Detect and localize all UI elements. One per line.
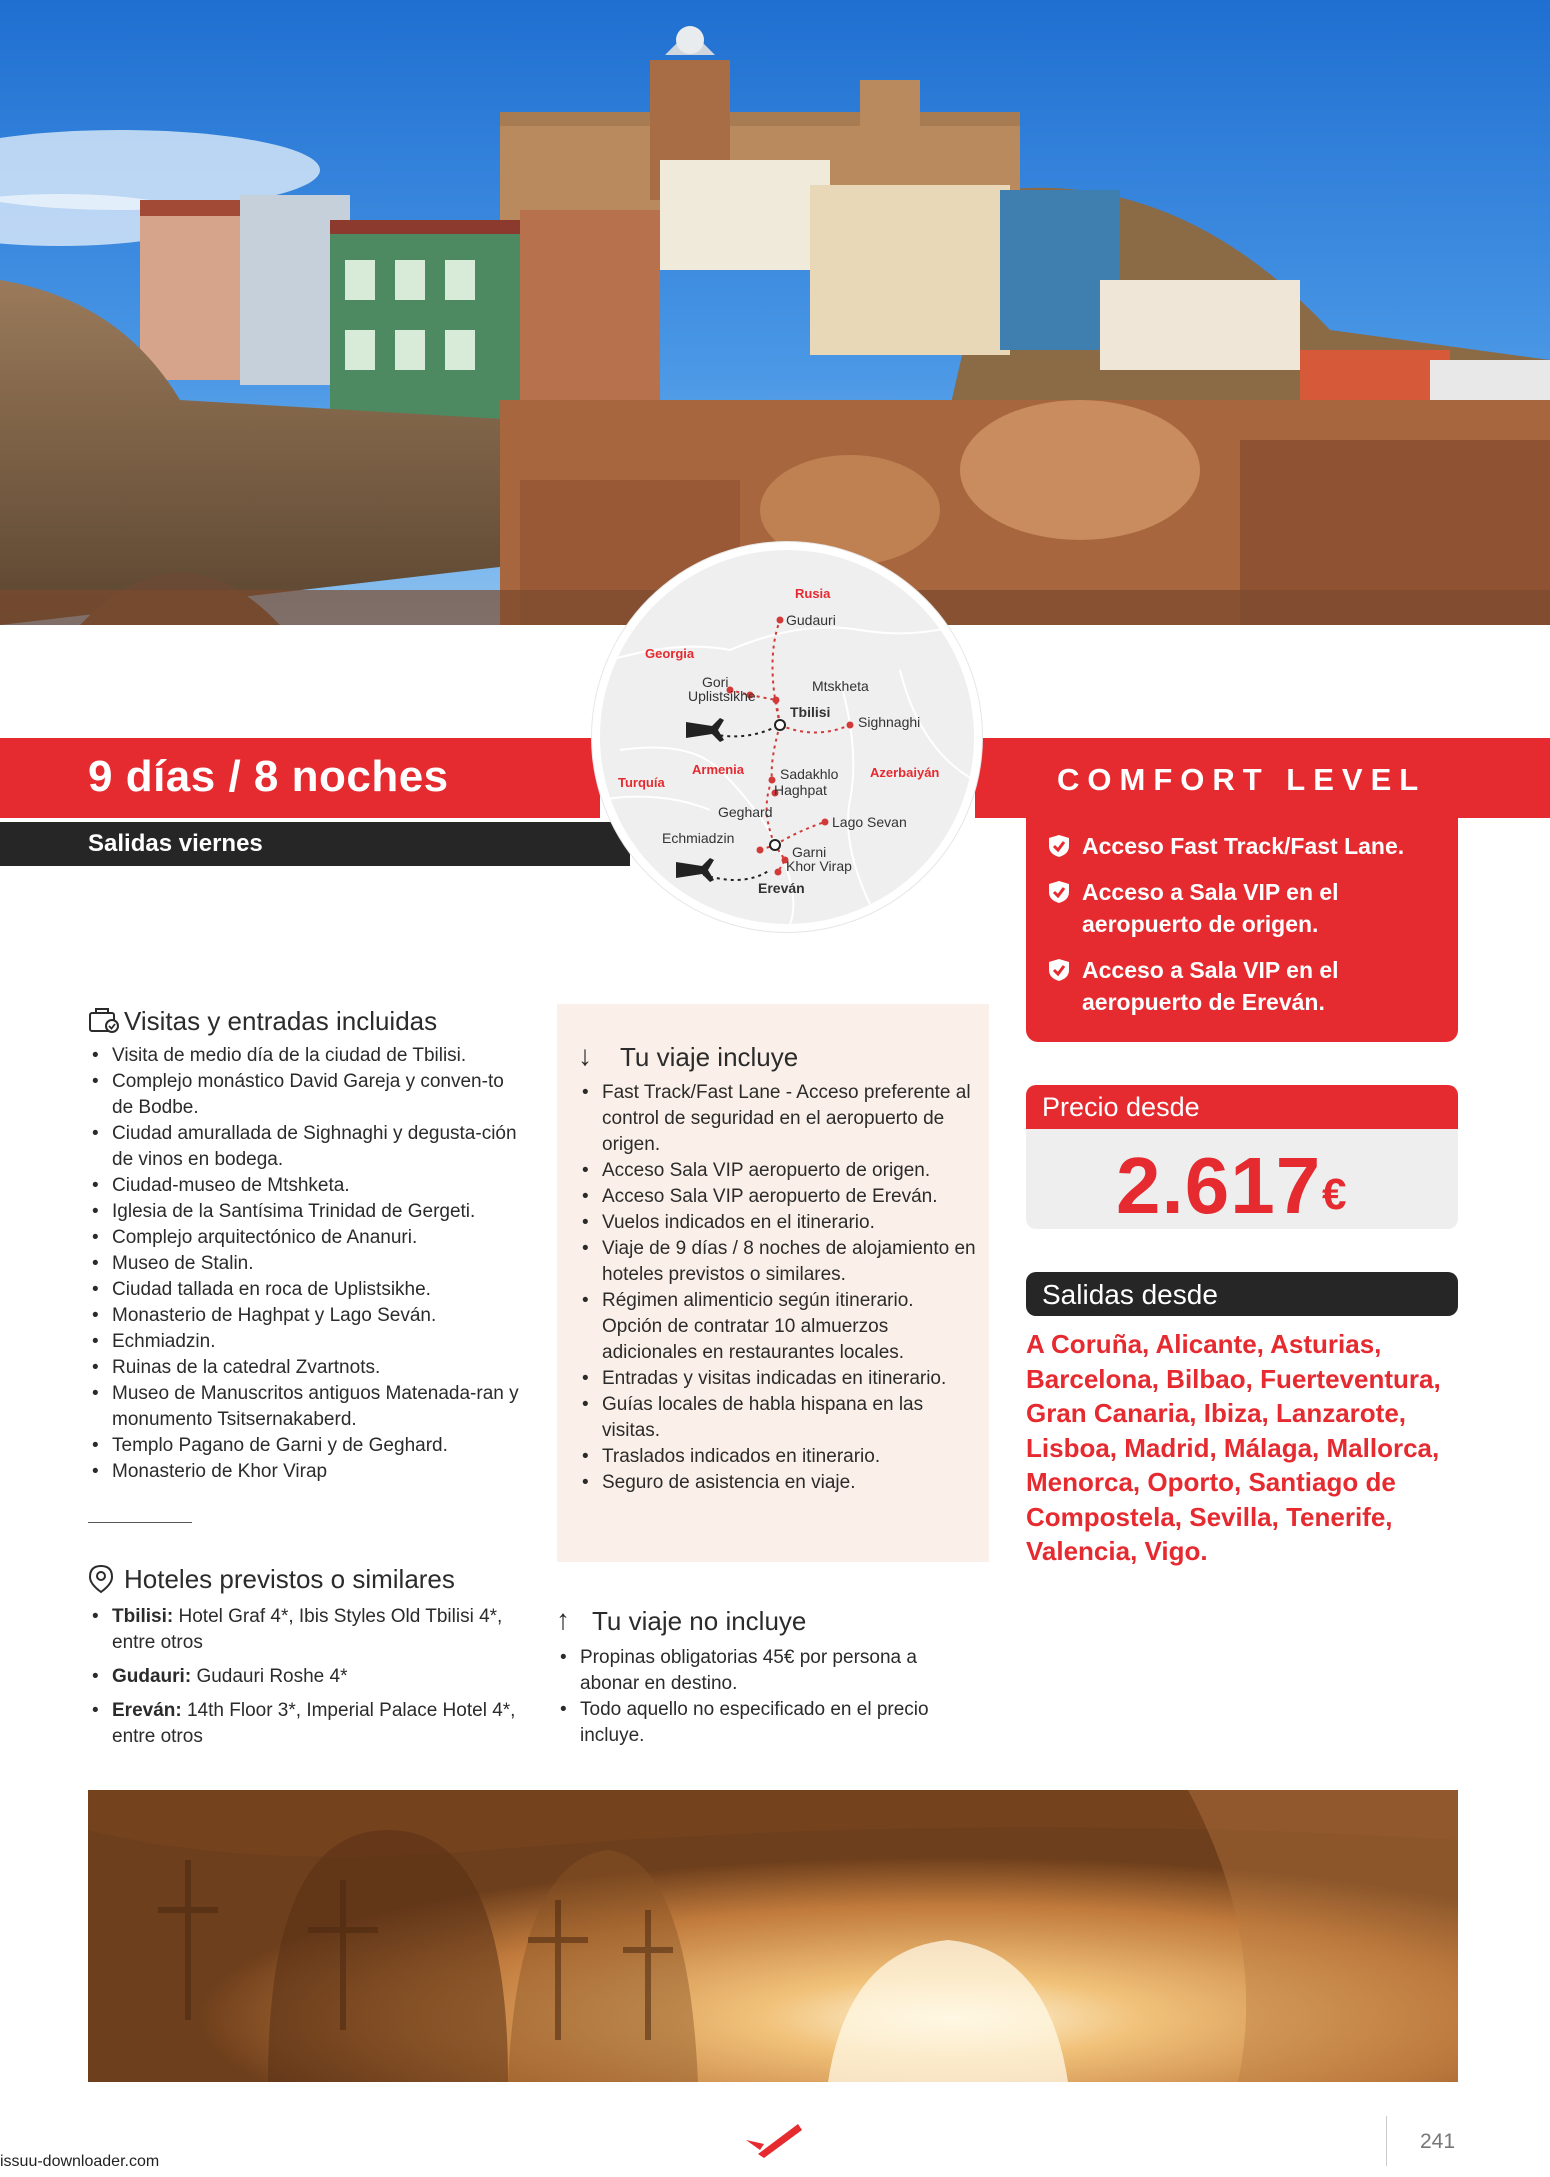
list-item: • Guías locales de habla hispana en las visitas. xyxy=(578,1392,978,1444)
list-item: • Entradas y visitas indicadas en itinerario. xyxy=(578,1366,978,1392)
hotel-city: Tbilisi: xyxy=(112,1606,174,1627)
map-city-lago-sevan: Lago Sevan xyxy=(832,814,907,830)
map-city-echmiadzin: Echmiadzin xyxy=(662,830,735,846)
map-city-geghard: Geghard xyxy=(718,804,773,820)
map-city-sighnaghi: Sighnaghi xyxy=(858,714,921,730)
visitas-list xyxy=(88,1043,528,1485)
map-city-mtskheta: Mtskheta xyxy=(812,678,869,694)
list-item: • Viaje de 9 días / 8 noches de alojamiento en hoteles previstos o similares. xyxy=(578,1236,978,1288)
map-city-gori: Gori xyxy=(702,674,729,690)
list-item: • Echmiadzin. xyxy=(88,1329,528,1355)
map-city-garni: Garni xyxy=(792,844,827,860)
shield-check-icon xyxy=(1048,958,1070,982)
map-city-haghpat: Haghpat xyxy=(774,782,827,798)
ticket-icon xyxy=(88,1006,120,1034)
list-item: • Iglesia de la Santísima Trinidad de Gergeti. xyxy=(88,1199,528,1225)
comfort-item: Acceso a Sala VIP en el aeropuerto de Ereván. xyxy=(1048,954,1448,1018)
arrow-down-icon: ↓ xyxy=(578,1040,592,1071)
price-value: 2.617 xyxy=(1116,1141,1322,1230)
list-item xyxy=(88,1604,528,1656)
salidas-label: Salidas desde xyxy=(1042,1279,1218,1310)
list-item: • Visita de medio día de la ciudad de Tbilisi. xyxy=(88,1043,528,1069)
list-item xyxy=(88,1664,528,1690)
list-item: • Acceso Sala VIP aeropuerto de Ereván. xyxy=(578,1184,978,1210)
incluye-title: Tu viaje incluye xyxy=(620,1042,799,1072)
map-city-tbilisi: Tbilisi xyxy=(790,704,831,720)
list-item: • Ciudad amurallada de Sighnaghi y degusta-ción de vinos en bodega. xyxy=(88,1121,528,1173)
arrow-up-icon: ↑ xyxy=(556,1604,570,1635)
shield-check-icon xyxy=(1048,834,1070,858)
list-item: • Complejo arquitectónico de Ananuri. xyxy=(88,1225,528,1251)
location-pin-icon xyxy=(88,1564,114,1594)
no-incluye-title: Tu viaje no incluye xyxy=(592,1606,807,1636)
map-city-uplistsikhe: Uplistsikhe xyxy=(688,688,756,704)
list-item: • Propinas obligatorias 45€ por persona a abonar en destino. xyxy=(556,1645,976,1697)
shield-check-icon xyxy=(1048,880,1070,904)
route-map xyxy=(592,542,982,932)
map-city-erevan: Ereván xyxy=(758,880,805,896)
list-item: • Vuelos indicados en el itinerario. xyxy=(578,1210,978,1236)
comfort-title: COMFORT LEVEL xyxy=(1057,762,1427,797)
section-divider xyxy=(88,1522,192,1523)
visitas-title: Visitas y entradas incluidas xyxy=(124,1006,438,1036)
map-city-khor-virap: Khor Virap xyxy=(786,858,852,874)
bottom-photo-geghard xyxy=(88,1790,1458,2082)
hotel-city: Ereván: xyxy=(112,1700,182,1721)
brand-logo-icon xyxy=(742,2120,804,2160)
list-item xyxy=(88,1698,528,1750)
departures-text: Salidas viernes xyxy=(88,830,263,857)
hotel-names: Hotel Graf 4*, Ibis Styles Old Tbilisi 4*, entre otros xyxy=(112,1606,503,1653)
comfort-item: Acceso a Sala VIP en el aeropuerto de origen. xyxy=(1048,876,1448,940)
list-item: • Museo de Stalin. xyxy=(88,1251,528,1277)
incluye-list xyxy=(578,1080,978,1496)
hotel-names: 14th Floor 3*, Imperial Palace Hotel 4*, entre otros xyxy=(112,1700,516,1747)
list-item: • Fast Track/Fast Lane - Acceso preferente al control de seguridad en el aeropuerto de origen. xyxy=(578,1080,978,1158)
watermark: issuu-downloader.com xyxy=(0,2153,160,2170)
list-item: • Ruinas de la catedral Zvartnots. xyxy=(88,1355,528,1381)
list-item: • Todo aquello no especificado en el precio incluye. xyxy=(556,1697,976,1749)
hotel-city: Gudauri: xyxy=(112,1666,192,1687)
list-item: • Monasterio de Haghpat y Lago Seván. xyxy=(88,1303,528,1329)
map-label-rusia: Rusia xyxy=(795,586,831,601)
price-label: Precio desde xyxy=(1042,1092,1200,1122)
map-label-azerbaiyan: Azerbaiyán xyxy=(870,765,940,780)
footer-divider xyxy=(1386,2116,1387,2166)
list-item: • Ciudad-museo de Mtshketa. xyxy=(88,1173,528,1199)
list-item: • Traslados indicados en itinerario. xyxy=(578,1444,978,1470)
hoteles-title: Hoteles previstos o similares xyxy=(124,1564,455,1594)
page-number: 241 xyxy=(1420,2130,1456,2153)
hotel-names: Gudauri Roshe 4* xyxy=(191,1666,348,1687)
list-item: • Ciudad tallada en roca de Uplistsikhe. xyxy=(88,1277,528,1303)
list-item: • Templo Pagano de Garni y de Geghard. xyxy=(88,1433,528,1459)
list-item: • Monasterio de Khor Virap xyxy=(88,1459,528,1485)
plane-icon xyxy=(686,718,724,742)
comfort-item: Acceso Fast Track/Fast Lane. xyxy=(1048,830,1448,862)
list-item: • Acceso Sala VIP aeropuerto de origen. xyxy=(578,1158,978,1184)
list-item: • Régimen alimenticio según itinerario. Opción de contratar 10 almuerzos adicionales en restaurantes locales. xyxy=(578,1288,978,1366)
list-item: • Seguro de asistencia en viaje. xyxy=(578,1470,978,1496)
map-label-turquia: Turquía xyxy=(618,775,665,790)
map-city-gudauri: Gudauri xyxy=(786,612,836,628)
map-label-georgia: Georgia xyxy=(645,646,695,661)
duration-text: 9 días / 8 noches xyxy=(88,752,449,801)
map-label-armenia: Armenia xyxy=(692,762,745,777)
salidas-cities: A Coruña, Alicante, Asturias, Barcelona, Bilbao, Fuerteventura, Gran Canaria, Ibiza, Lanzarote, Lisboa, Madrid, Málaga, Mallorca, Menorca, Oporto, Santiago de Compostela, Sevilla, Tenerife, Valencia, Vigo. xyxy=(1026,1329,1441,1566)
no-incluye-list xyxy=(556,1645,976,1749)
hoteles-list xyxy=(88,1604,528,1750)
price-currency: € xyxy=(1322,1170,1347,1219)
list-item: • Complejo monástico David Gareja y conven-to de Bodbe. xyxy=(88,1069,528,1121)
hero-photo-tbilisi xyxy=(0,0,1550,625)
map-city-sadakhlo: Sadakhlo xyxy=(780,766,839,782)
list-item: • Museo de Manuscritos antiguos Matenada-ran y monumento Tsitsernakaberd. xyxy=(88,1381,528,1433)
